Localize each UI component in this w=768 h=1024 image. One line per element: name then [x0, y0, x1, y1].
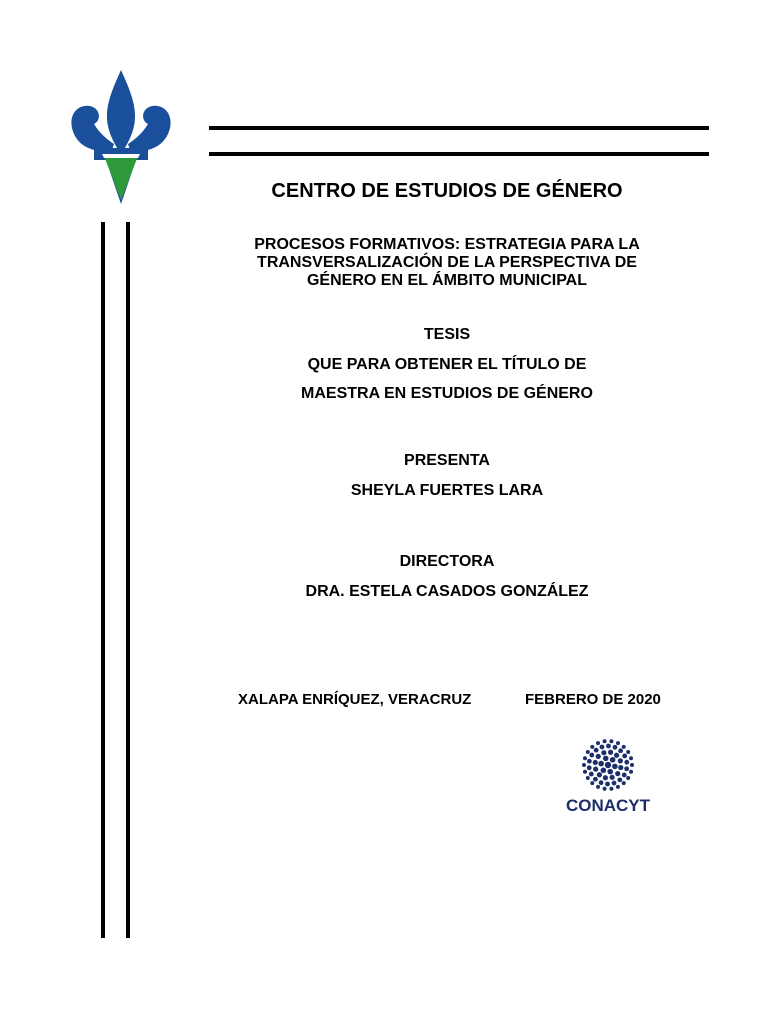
conacyt-dot	[601, 767, 607, 773]
top-rule-1	[209, 126, 709, 130]
conacyt-dot	[596, 741, 600, 745]
conacyt-dot	[603, 739, 607, 743]
conacyt-dot	[606, 744, 611, 749]
conacyt-dot	[596, 754, 601, 759]
conacyt-dot	[605, 782, 610, 787]
date: FEBRERO DE 2020	[525, 691, 661, 708]
thesis-title	[209, 236, 685, 290]
place: XALAPA ENRÍQUEZ, VERACRUZ	[238, 691, 472, 708]
thesis-type: TESIS	[423, 326, 471, 343]
conacyt-dot	[622, 773, 627, 778]
conacyt-dot	[603, 756, 609, 762]
uv-flor-de-lis-logo-icon	[66, 64, 176, 218]
conacyt-dot	[615, 771, 620, 776]
conacyt-dot	[622, 754, 627, 759]
conacyt-dot	[613, 745, 618, 750]
conacyt-dot	[590, 745, 594, 749]
conacyt-dot	[603, 775, 608, 780]
conacyt-dots-logo-icon	[558, 738, 658, 818]
conacyt-dot	[590, 781, 594, 785]
thesis-title-line-1: PROCESOS FORMATIVOS: ESTRATEGIA PARA LA	[254, 236, 640, 253]
conacyt-dot	[589, 753, 594, 758]
top-rule-2	[209, 152, 709, 156]
conacyt-dot	[607, 769, 613, 775]
conacyt-dot	[618, 758, 623, 763]
conacyt-dot	[582, 763, 586, 767]
conacyt-dot	[622, 781, 626, 785]
conacyt-dot	[609, 787, 613, 791]
center-name: CENTRO DE ESTUDIOS DE GÉNERO	[271, 180, 623, 202]
conacyt-dot	[612, 764, 618, 770]
conacyt-dot	[583, 770, 587, 774]
conacyt-dot	[610, 757, 616, 763]
conacyt-logo-text: CONACYT	[565, 796, 651, 815]
conacyt-dot	[593, 767, 598, 772]
director-label: DIRECTORA	[399, 553, 495, 570]
conacyt-dot	[601, 750, 606, 755]
conacyt-dot	[593, 777, 598, 782]
director-name: DRA. ESTELA CASADOS GONZÁLEZ	[305, 583, 589, 600]
conacyt-dot	[594, 748, 599, 753]
thesis-title-line-2: TRANSVERSALIZACIÓN DE LA PERSPECTIVA DE	[257, 254, 637, 271]
thesis-title-line-3: GÉNERO EN EL ÁMBITO MUNICIPAL	[306, 272, 587, 289]
conacyt-dot	[614, 753, 619, 758]
conacyt-dot	[626, 776, 630, 780]
conacyt-dot	[598, 761, 604, 767]
purpose-line-1: QUE PARA OBTENER EL TÍTULO DE	[307, 356, 587, 373]
conacyt-dot	[586, 750, 590, 754]
conacyt-dot	[599, 780, 604, 785]
conacyt-dot	[587, 759, 592, 764]
conacyt-dot	[616, 741, 620, 745]
conacyt-dot	[616, 785, 620, 789]
conacyt-dot	[587, 765, 592, 770]
conacyt-dot	[605, 762, 611, 768]
conacyt-dot	[624, 766, 629, 771]
conacyt-dot	[586, 776, 590, 780]
conacyt-dot	[608, 750, 613, 755]
conacyt-dot	[624, 760, 629, 765]
conacyt-dot	[629, 770, 633, 774]
conacyt-dot	[622, 745, 626, 749]
conacyt-dot	[629, 756, 633, 760]
conacyt-dot	[593, 760, 598, 765]
conacyt-dot	[600, 745, 605, 750]
conacyt-dot	[597, 772, 602, 777]
conacyt-dot	[626, 750, 630, 754]
conacyt-dot	[630, 763, 634, 767]
conacyt-dot	[589, 772, 594, 777]
presenta-label: PRESENTA	[404, 452, 490, 469]
author-name: SHEYLA FUERTES LARA	[350, 482, 544, 499]
conacyt-dot	[610, 775, 615, 780]
purpose-line-2: MAESTRA EN ESTUDIOS DE GÉNERO	[301, 385, 593, 402]
conacyt-dot	[618, 765, 623, 770]
conacyt-dot	[618, 748, 623, 753]
conacyt-dot	[603, 787, 607, 791]
conacyt-dot	[612, 781, 617, 786]
left-rule-1	[101, 222, 105, 938]
left-rule-2	[126, 222, 130, 938]
conacyt-dot	[617, 777, 622, 782]
conacyt-dot	[596, 785, 600, 789]
conacyt-dot	[609, 739, 613, 743]
conacyt-dot	[583, 756, 587, 760]
